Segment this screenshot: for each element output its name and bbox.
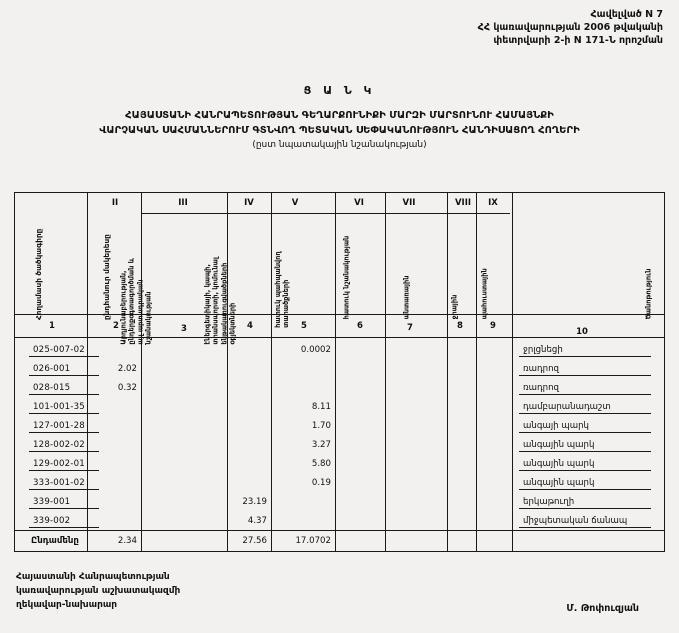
row-5-note: անգայի պարկ xyxy=(523,421,589,431)
row-7-code: 129-002-01 xyxy=(33,459,85,469)
total-label: Ընդամենը xyxy=(31,536,79,546)
row-3-code: 028-015 xyxy=(33,383,71,393)
col-header-forest: անտառային xyxy=(402,275,411,320)
col-roman-2: II xyxy=(111,198,119,208)
row-underline-9 xyxy=(29,508,99,509)
annex-header xyxy=(478,8,663,47)
row-underline-8 xyxy=(29,489,99,490)
footer-line-2: կառավարության աշխատակազմի xyxy=(16,586,181,596)
col-roman-4: IV xyxy=(244,198,254,208)
col-header-reserve: պահուստային xyxy=(480,268,489,320)
roman-row-sep xyxy=(141,213,510,214)
col-header-total-area: ընդհանուր մակերեսը xyxy=(102,234,111,320)
col-header-special: հատուկ նշանակության xyxy=(342,235,351,320)
note-underline-10 xyxy=(519,527,651,528)
row-underline-7 xyxy=(29,470,99,471)
row-10-code: 339-002 xyxy=(33,516,71,526)
row-3-note: ռադրոզ xyxy=(523,383,559,393)
row-5-code: 127-001-28 xyxy=(33,421,85,431)
row-2-code: 026-001 xyxy=(33,364,71,374)
note-underline-5 xyxy=(519,432,651,433)
annex-line-2: ՀՀ կառավարության 2006 թվականի xyxy=(477,22,663,33)
note-underline-3 xyxy=(519,394,651,395)
note-underline-4 xyxy=(519,413,651,414)
col-number-5: 5 xyxy=(301,321,307,331)
note-underline-9 xyxy=(519,508,651,509)
col-roman-8: VIII xyxy=(454,198,472,208)
col-header-protected: հատուկ պահպանվող տարածքների xyxy=(274,251,291,328)
row-10-note: միջպետական ճանապ xyxy=(523,516,628,526)
page-title: Ց Ա Ն Կ xyxy=(303,84,376,97)
total-c4: 27.56 xyxy=(242,536,267,546)
row-6-code: 128-002-02 xyxy=(33,440,85,450)
col-number-8: 8 xyxy=(457,321,463,331)
col-header-code: Հողամասի ծածկագիրը xyxy=(34,228,43,320)
col-header-infrastructure: էներգետիկայի, կապի, տրանսպորտի, կոմունալ ենթակառուցվածքների օբյեկտների xyxy=(203,257,237,345)
row-5-c5: 1.70 xyxy=(311,421,331,431)
col-header-water: ջրային xyxy=(450,294,459,320)
footer-line-3: ղեկավար-նախարար xyxy=(16,600,118,610)
row-8-code: 333-001-02 xyxy=(33,478,85,488)
row-8-c5: 0.19 xyxy=(311,478,331,488)
row-9-note: երկաթուղի xyxy=(523,497,575,507)
document-subtitle xyxy=(14,108,665,153)
col-sep-5 xyxy=(335,193,336,551)
footer-signature-block xyxy=(16,570,180,612)
signatory-name: Մ. Թոփուզյան xyxy=(566,603,639,614)
row-1-c5: 0.0002 xyxy=(300,345,331,355)
col-header-note: Ծանոթություն xyxy=(644,268,653,320)
subtitle-line-3: (ըստ նպատակային նշանակության) xyxy=(252,140,427,150)
col-number-2: 2 xyxy=(113,321,119,331)
row-4-c5: 8.11 xyxy=(311,402,331,412)
row-underline-2 xyxy=(29,375,99,376)
col-sep-6 xyxy=(385,193,386,551)
subtitle-line-1: ՀԱՅԱՍՏԱՆԻ ՀԱՆՐԱՊԵՏՈՒԹՅԱՆ ԳԵՂԱՐՔՈՒՆԻՔԻ ՄԱՐԶԻ ՄԱՐՏՈՒՆՈՒ ՀԱՄԱՅՆՔԻ xyxy=(125,110,554,121)
row-underline-10 xyxy=(29,527,99,528)
note-underline-2 xyxy=(519,375,651,376)
row-underline-5 xyxy=(29,432,99,433)
row-underline-3 xyxy=(29,394,99,395)
col-number-4: 4 xyxy=(247,321,253,331)
row-7-note: անգային պարկ xyxy=(523,459,595,469)
col-number-10: 10 xyxy=(576,327,588,337)
row-underline-1 xyxy=(29,356,99,357)
total-c2: 2.34 xyxy=(117,536,137,546)
col-roman-3: III xyxy=(178,198,188,208)
note-underline-7 xyxy=(519,470,651,471)
col-sep-7 xyxy=(447,193,448,551)
row-7-c5: 5.80 xyxy=(311,459,331,469)
row-2-note: ռադրոզ xyxy=(523,364,559,374)
note-underline-6 xyxy=(519,451,651,452)
col-number-3: 3 xyxy=(181,324,187,334)
total-row-sep xyxy=(15,530,664,531)
col-roman-6: VI xyxy=(354,198,364,208)
footer-line-1: Հայաստանի Հանրապետության xyxy=(16,572,170,582)
col-number-7: 7 xyxy=(407,323,413,333)
row-2-c2: 2.02 xyxy=(117,364,137,374)
row-10-c4: 4.37 xyxy=(247,516,267,526)
annex-line-3: փետրվարի 2-ի N 171-Ն որոշման xyxy=(493,35,663,46)
col-sep-1 xyxy=(87,193,88,551)
land-registry-table xyxy=(14,192,665,552)
row-underline-4 xyxy=(29,413,99,414)
row-9-c4: 23.19 xyxy=(242,497,267,507)
col-roman-5: V xyxy=(291,198,299,208)
row-6-c5: 3.27 xyxy=(311,440,331,450)
row-underline-6 xyxy=(29,451,99,452)
numbering-row-sep xyxy=(15,337,664,338)
col-roman-7: VII xyxy=(402,198,416,208)
row-1-code: 025-007-02 xyxy=(33,345,85,355)
row-4-note: դամբարանադաշտ xyxy=(523,402,611,412)
row-3-c2: 0.32 xyxy=(117,383,137,393)
row-4-code: 101-001-35 xyxy=(33,402,85,412)
annex-line-1: Հավելված N 7 xyxy=(590,9,663,20)
col-number-6: 6 xyxy=(357,321,363,331)
row-1-note: ջրլցնեցի xyxy=(523,345,563,355)
row-8-note: անգային պարկ xyxy=(523,478,595,488)
col-number-9: 9 xyxy=(490,321,496,331)
row-6-note: անգային պարկ xyxy=(523,440,595,450)
col-number-1: 1 xyxy=(49,321,55,331)
col-roman-9: IX xyxy=(488,198,498,208)
subtitle-line-2: ՎԱՐՉԱԿԱՆ ՍԱՀՄԱՆՆԵՐՈՒՄ ԳՏՆՎՈՂ ՊԵՏԱԿԱՆ ՍԵՓԱԿԱՆՈՒԹՅՈՒՆ ՀԱՆԴԻՍԱՑՈՂ ՀՈՂԵՐԻ xyxy=(99,125,580,136)
note-underline-8 xyxy=(519,489,651,490)
header-body-sep xyxy=(15,314,664,315)
row-9-code: 339-001 xyxy=(33,497,71,507)
note-underline-1 xyxy=(519,356,651,357)
col-sep-4 xyxy=(271,193,272,551)
col-sep-8 xyxy=(476,193,477,551)
col-header-industrial: Արդյունաբերության, ընդերքօգտագործման և այլ արտադրական նշանակության xyxy=(119,258,153,345)
total-c5: 17.0702 xyxy=(295,536,331,546)
col-sep-9 xyxy=(512,193,513,551)
